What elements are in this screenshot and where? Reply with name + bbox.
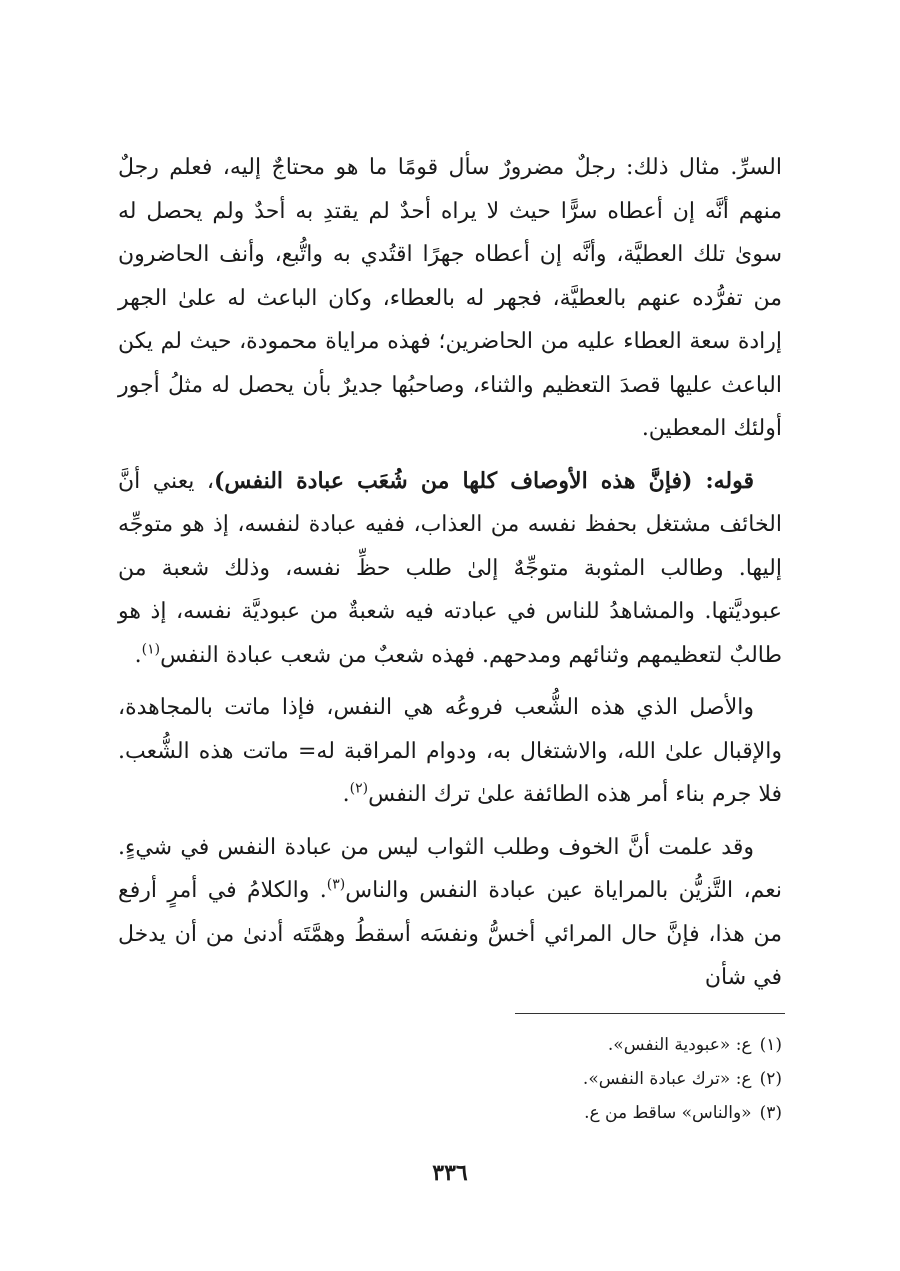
paragraph-tail: .	[342, 782, 350, 807]
paragraph-text: السرِّ. مثال ذلك: رجلٌ مضرورٌ سأل قومًا ما هو محتاجٌ إليه، فعلم رجلٌ منهم أنَّه إن أعطاه سرًّا حيث لا يراه أحدٌ لم يقتدِ به أحدٌ ولم يحصل له سوىٰ تلك العطيَّة، وأنَّه إن أعطاه جهرًا اقتُدي به واتُّبع، وأنف الحاضرون من تفرُّده عنهم بالعطيَّة، فجهر له بالعطاء، وكان الباعث له علىٰ الجهر إرادة سعة العطاء عليه من الحاضرين؛ فهذه مراياة محمودة، حيث لم يكن الباعث عليها قصدَ التعظيم والثناء، وصاحبُها جديرٌ بأن يحصل له مثلُ أجور أولئك المعطين.	[118, 155, 782, 441]
paragraph-tail: . والكلامُ في أمرٍ أرفع من هذا، فإنَّ حال المرائي أخسُّ ونفسَه أسقطُ وهمَّتَه أدنىٰ من أن يدخل في شأن	[118, 878, 782, 990]
footnote-mark[interactable]: (٣)	[326, 876, 346, 893]
paragraph-4	[118, 826, 782, 1000]
paragraph-2	[118, 460, 782, 678]
paragraph-3	[118, 686, 782, 817]
footnote-text: ع: «عبودية النفس».	[607, 1035, 752, 1055]
quoted-lead: قوله: (فإنَّ هذه الأوصاف كلها من شُعَب عبادة النفس)	[214, 467, 754, 494]
footnote-mark[interactable]: (٢)	[349, 780, 369, 797]
footnote-2	[118, 1062, 782, 1096]
paragraph-text: والأصل الذي هذه الشُّعب فروعُه هي النفس، فإذا ماتت بالمجاهدة، والإقبال علىٰ الله، والاشتغال به، ودوام المراقبة له= ماتت هذه الشُّعب. فلا جرم بناء أمر هذه الطائفة علىٰ ترك النفس	[118, 695, 782, 807]
footnote-number: (١)	[759, 1035, 782, 1055]
page-number: ٣٣٦	[432, 1160, 468, 1186]
paragraph-text: وقد علمت أنَّ الخوف وطلب الثواب ليس من عبادة النفس في شيءٍ. نعم، التَّزيُّن بالمراياة عين عبادة النفس والناس	[118, 834, 783, 903]
footnotes	[118, 1028, 782, 1130]
paragraph-tail: .	[134, 642, 142, 668]
footnote-3	[118, 1096, 782, 1130]
footnote-number: (٢)	[759, 1069, 782, 1089]
footnote-text: ع: «ترك عبادة النفس».	[582, 1069, 752, 1089]
footnote-number: (٣)	[759, 1103, 782, 1123]
paragraph-1	[118, 146, 782, 451]
footnote-text: «والناس» ساقط من ع.	[584, 1103, 752, 1123]
body-text	[118, 146, 782, 1009]
footnote-1	[118, 1028, 782, 1062]
paragraph-text: ، يعني أنَّ الخائف مشتغل بحفظ نفسه من العذاب، ففيه عبادة لنفسه، إذ هو متوجِّه إليها. وطالب المثوبة متوجِّهٌ إلىٰ طلب حظِّ نفسه، وذلك شعبة من عبوديَّتها. والمشاهدُ للناس في عبادته فيه شعبةٌ من عبوديَّة نفسه، إذ هو طالبٌ لتعظيمهم وثنائهم ومدحهم. فهذه شعبٌ من شعب عبادة النفس	[118, 468, 783, 668]
footnote-divider	[515, 1013, 785, 1014]
footnote-mark[interactable]: (١)	[141, 641, 161, 658]
